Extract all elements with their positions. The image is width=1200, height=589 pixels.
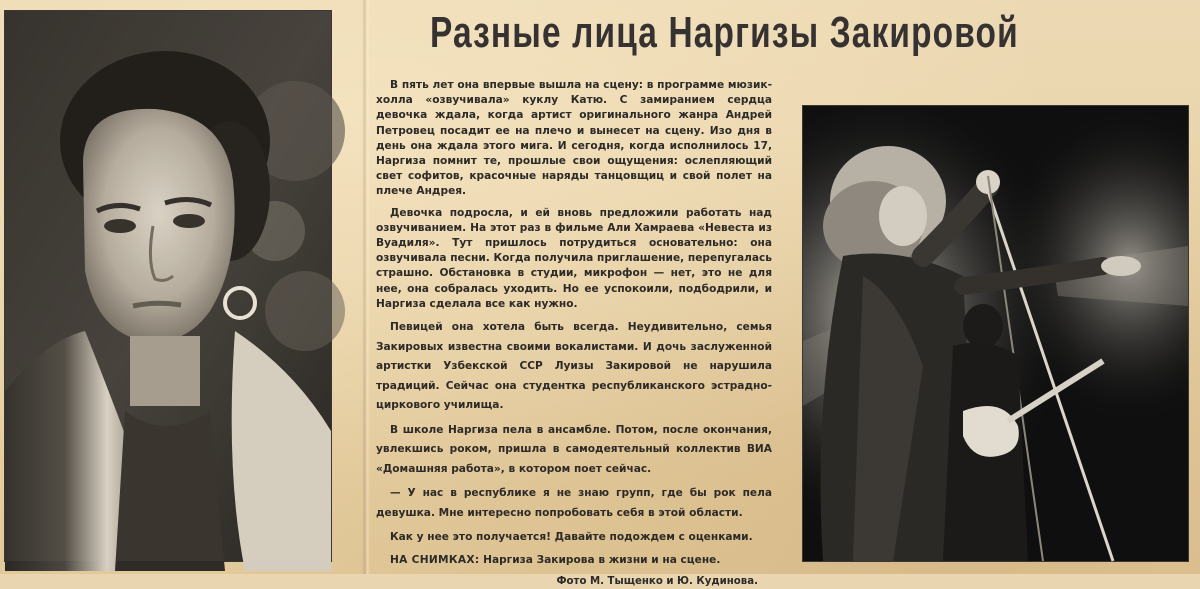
photo-caption [376,553,772,568]
paper-fold [362,0,370,574]
concert-photo [802,105,1189,562]
concert-photo-icon [803,106,1188,561]
portrait-photo-icon [5,11,331,561]
article-paragraph: Девочка подросла, и ей вновь предложили работать над озвучиванием. На этот раз в фильме Али Хамраева «Невеста из Вуадиля». Тут пришлось потрудиться основательно: она озвучивала песни. Когда получила приглашение, перепугалась страшно. Обстановка в студии, микрофон — нет, это не для нее, она собралась уходить. Но ее успокоили, подбодрили, и Наргиза сделала все как нужно. [376,206,772,310]
photo-credit: Фото М. Тыщенко и Ю. Кудинова. [556,575,758,587]
article-paragraph: В пять лет она впервые вышла на сцену: в программе мюзик-холла «озвучивала» куклу Катю. С замиранием сердца девочка ждала, когда артист оригинального жанра Андрей Петровец посадит ее на плечо и вынесет на сцену. Изо дня в день она ждала этого мига. И сегодня, когда исполнилось 17, Наргиза помнит те, прошлые свои ощущения: ослепляющий свет софитов, красочные наряды танцовщиц и свой полет на плече Андрея. [376,79,772,198]
article-paragraph: Певицей она хотела быть всегда. Неудивительно, семья Закировых известна своими вокалистами. И дочь заслуженной артистки Узбекской ССР Луизы Закировой не нарушила традиций. Сейчас она студентка республиканского эстрадно-циркового училища. [376,321,772,412]
caption-label: НА СНИМКАХ: [390,553,480,566]
article-paragraph: В школе Наргиза пела в ансамбле. Потом, после окончания, увлекшись роком, пришла в самодеятельный коллектив ВИА «Домашняя работа», в котором поет сейчас. [376,423,772,475]
article-paragraph: Как у нее это получается! Давайте подождем с оценками. [390,531,753,544]
article-paragraph: — У нас в республике я не знаю групп, где бы рок пела девушка. Мне интересно попробовать себя в этой области. [376,487,772,519]
caption-text: Наргиза Закирова в жизни и на сцене. [483,553,721,566]
portrait-photo [4,10,332,562]
article-body [376,78,772,589]
article-title: Разные лица Наргизы Закировой [430,8,1019,57]
